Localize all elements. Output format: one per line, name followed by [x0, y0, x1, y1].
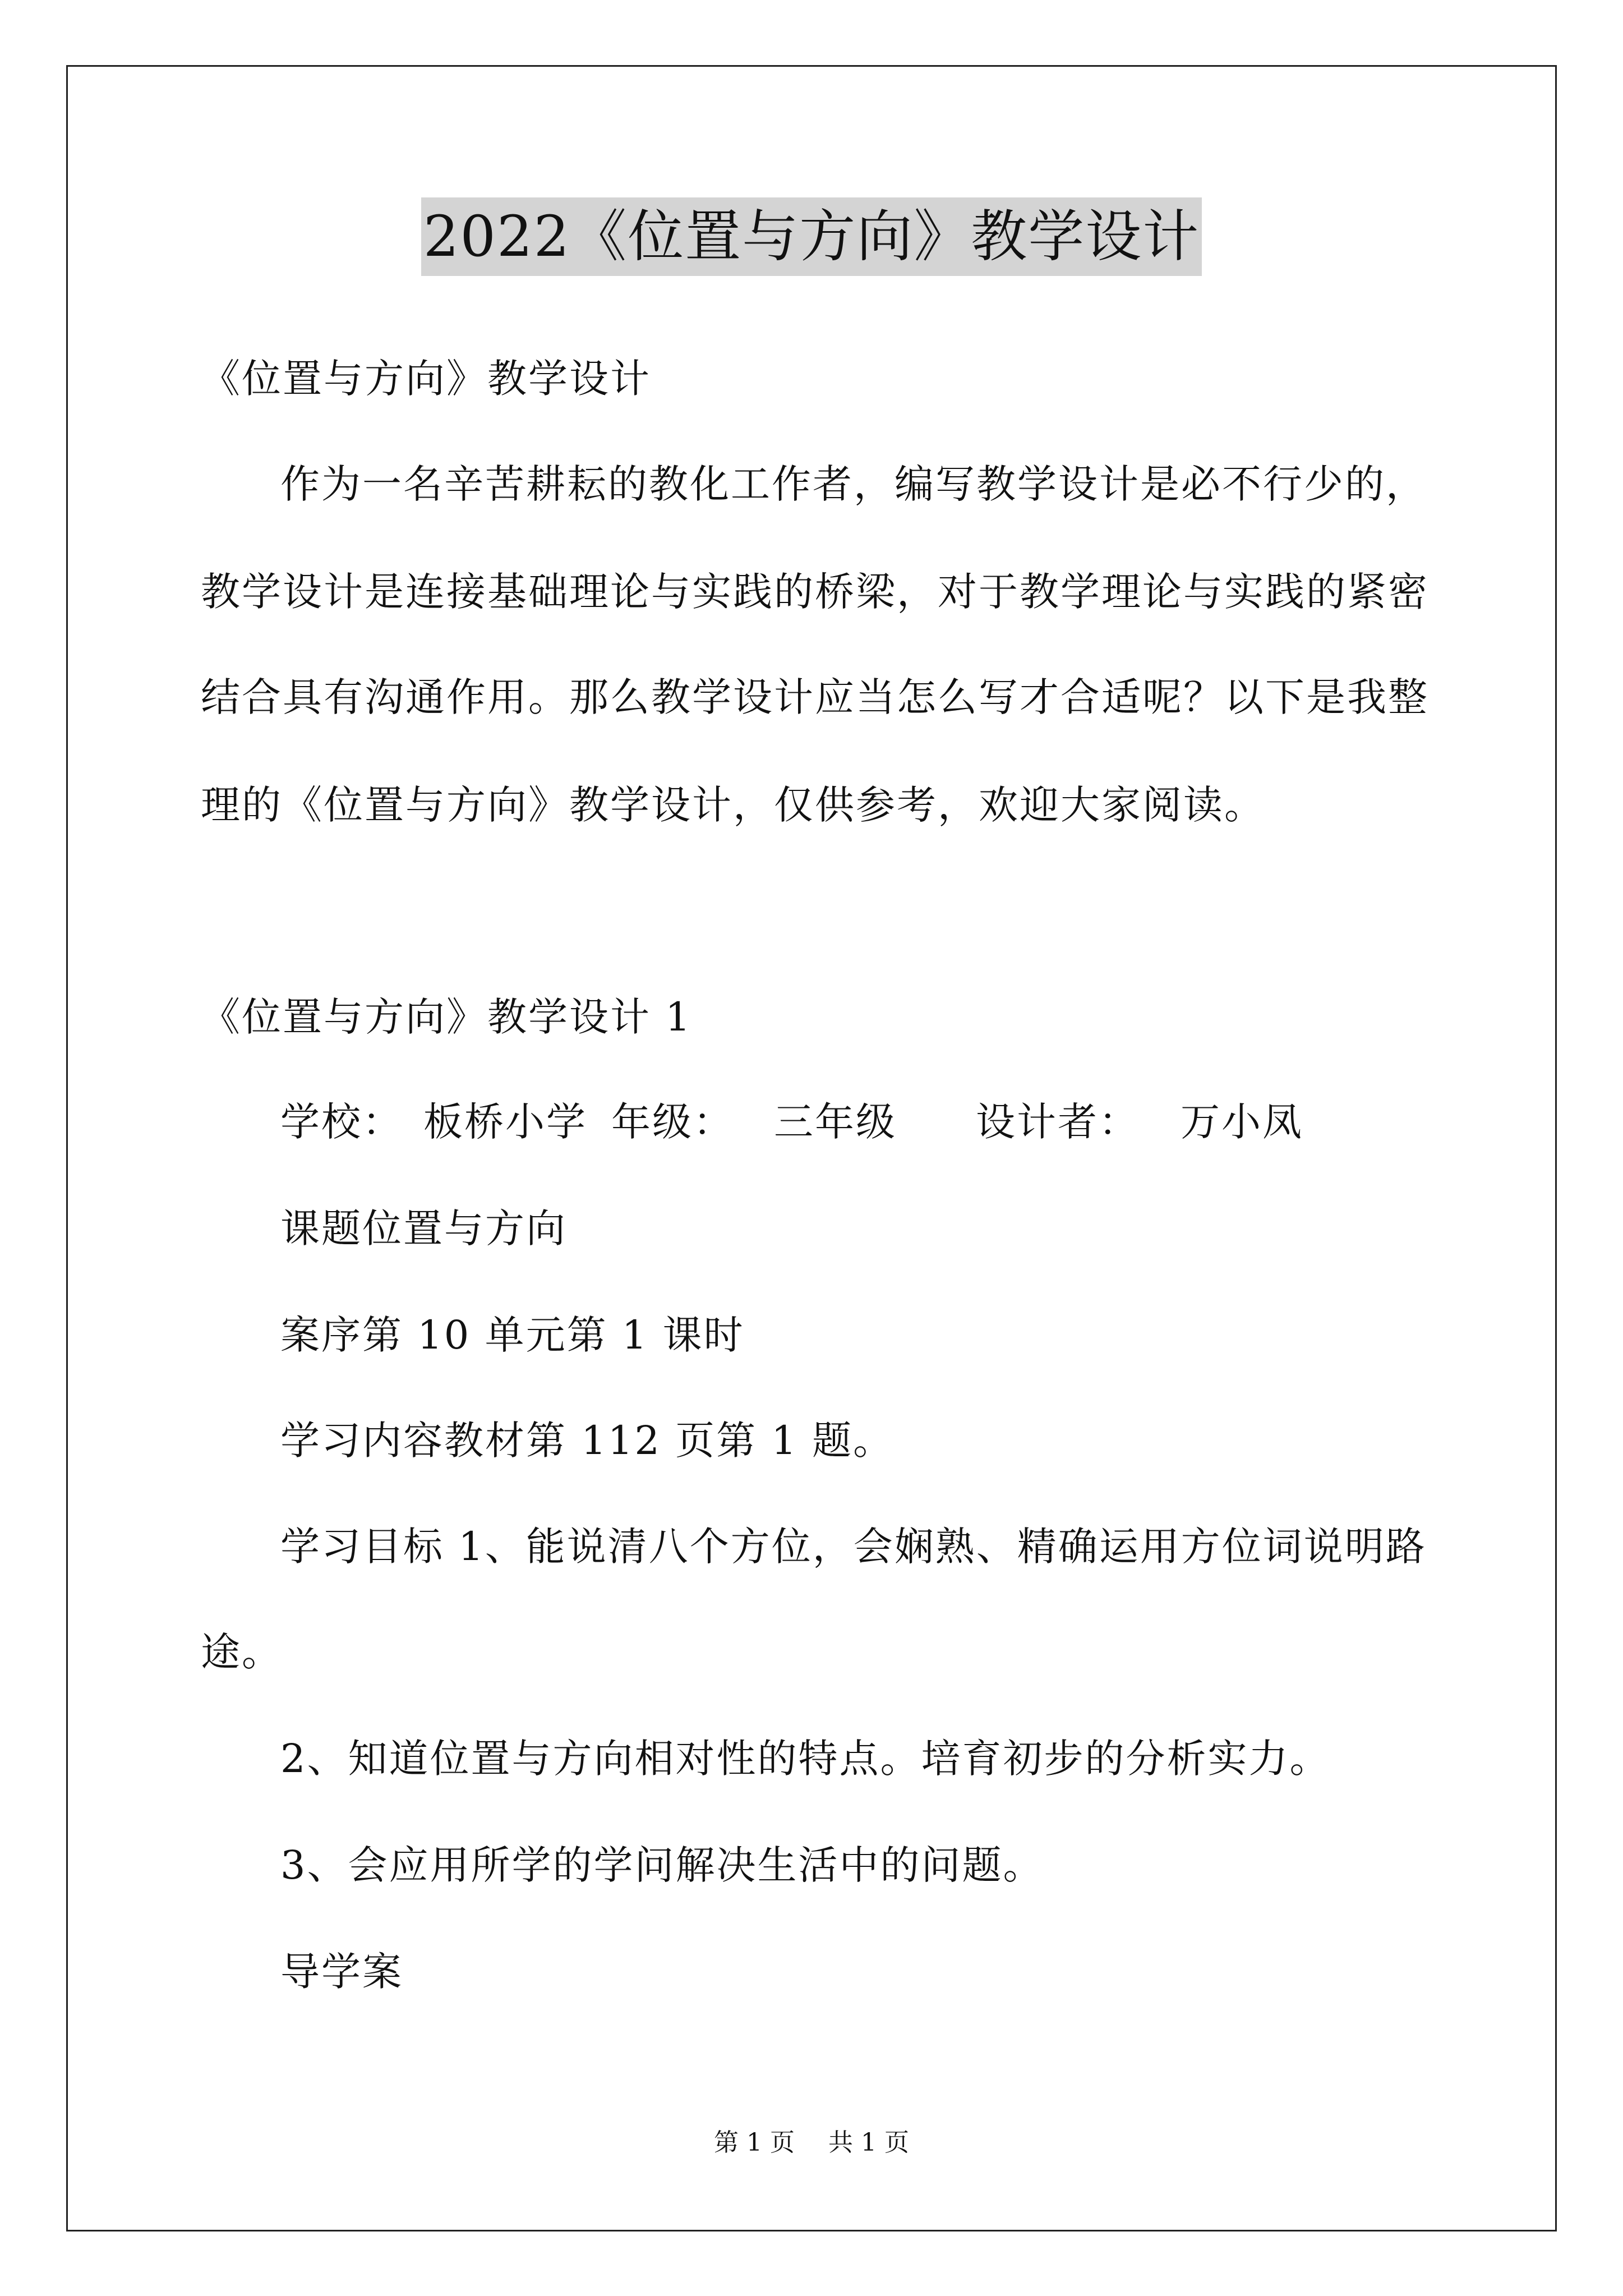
designer-value: 万小凤 — [1181, 1099, 1303, 1145]
intro-line-3: 结合具有沟通作用。那么教学设计应当怎么写才合适呢？以下是我整 — [201, 674, 1429, 720]
topic-line: 课题位置与方向 — [280, 1205, 567, 1251]
content-line: 学习内容教材第 112 页第 1 题。 — [280, 1418, 895, 1464]
page-number-current: 第 1 页 — [714, 2128, 795, 2157]
school-label: 学校： — [280, 1099, 403, 1145]
page-number-total: 共 1 页 — [828, 2128, 909, 2157]
goal-1-line-1: 学习目标 1、能说清八个方位，会娴熟、精确运用方位词说明路 — [280, 1524, 1427, 1570]
school-value: 板桥小学 — [423, 1099, 587, 1145]
designer-label: 设计者： — [976, 1099, 1140, 1145]
goal-2-line: 2、知道位置与方向相对性的特点。培育初步的分析实力。 — [280, 1736, 1331, 1782]
intro-line-2: 教学设计是连接基础理论与实践的桥梁，对于教学理论与实践的紧密 — [201, 569, 1429, 615]
title-wrap — [0, 197, 1623, 276]
meta-row — [0, 1097, 1623, 1147]
document-title: 2022《位置与方向》教学设计 — [421, 197, 1202, 276]
grade-label: 年级： — [611, 1099, 734, 1145]
intro-line-1: 作为一名辛苦耕耘的教化工作者，编写教学设计是必不行少的， — [280, 461, 1427, 507]
document-subtitle: 《位置与方向》教学设计 — [201, 356, 651, 402]
grade-value: 三年级 — [774, 1099, 897, 1145]
goal-1-line-2: 途。 — [201, 1629, 283, 1675]
guide-line: 导学案 — [280, 1949, 403, 1995]
page-footer — [0, 2126, 1623, 2160]
intro-line-4: 理的《位置与方向》教学设计，仅供参考，欢迎大家阅读。 — [201, 782, 1265, 828]
sequence-line: 案序第 10 单元第 1 课时 — [280, 1312, 745, 1358]
goal-3-line: 3、会应用所学的学问解决生活中的问题。 — [280, 1842, 1044, 1888]
section-title: 《位置与方向》教学设计 1 — [201, 994, 692, 1040]
